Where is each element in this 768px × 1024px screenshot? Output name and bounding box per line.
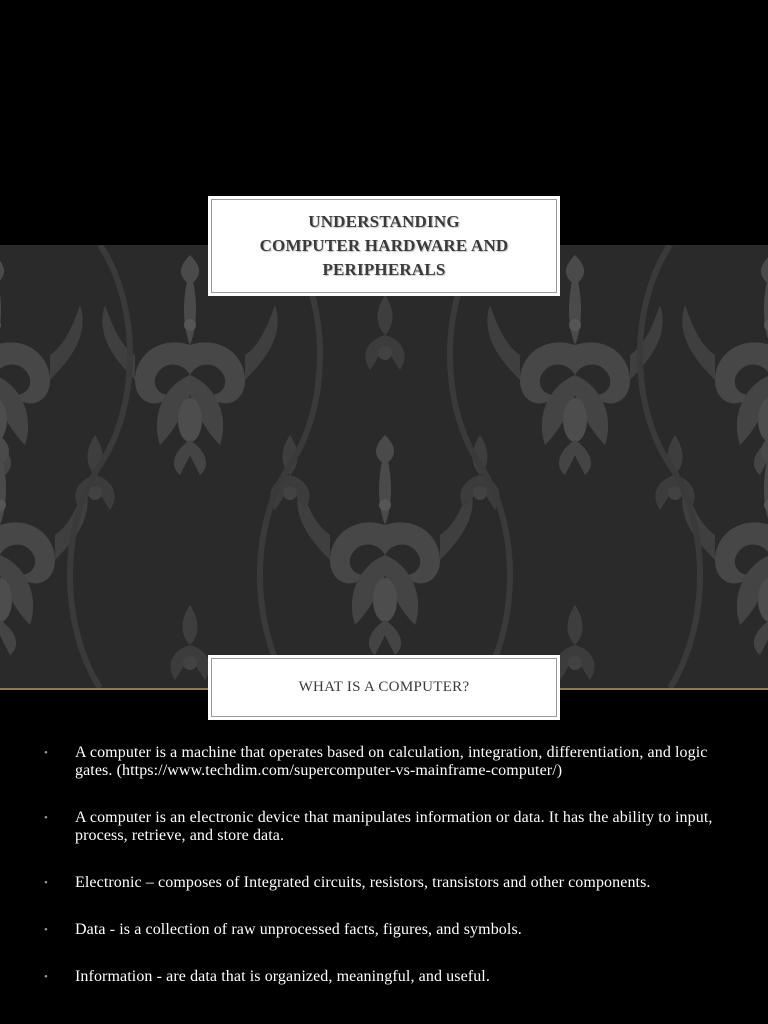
subtitle-box xyxy=(208,655,560,720)
bullet-dot: • xyxy=(44,747,48,759)
damask-pattern-band xyxy=(0,245,768,688)
slide-title-line-3: PERIPHERALS xyxy=(322,260,446,279)
bullet-list xyxy=(40,744,730,1015)
bullet-text: Electronic – composes of Integrated circuits, resistors, transistors and other components. xyxy=(75,874,651,891)
slide-title-line-2: COMPUTER HARDWARE AND xyxy=(259,236,509,255)
bullet-item-electronic-definition xyxy=(40,874,730,892)
slide-title xyxy=(232,210,537,282)
title-box xyxy=(208,196,560,296)
bullet-dot: • xyxy=(44,812,48,824)
damask-pattern xyxy=(0,245,768,688)
bullet-text: A computer is a machine that operates based on calculation, integration, differentiation, and logic gates. (https://www.techdim.com/supercomputer-vs-mainframe-computer/) xyxy=(75,744,708,779)
bullet-item-information-definition xyxy=(40,968,730,986)
bullet-dot: • xyxy=(44,924,48,936)
slide-subtitle: WHAT IS A COMPUTER? xyxy=(298,679,470,695)
bullet-text: A computer is an electronic device that manipulates information or data. It has the ability to input, process, retrieve, and store data. xyxy=(75,809,713,844)
bullet-item-computer-machine xyxy=(40,744,730,780)
bullet-dot: • xyxy=(44,971,48,983)
slide-title-line-1: UNDERSTANDING xyxy=(308,212,460,231)
bullet-dot: • xyxy=(44,877,48,889)
bullet-text: Data - is a collection of raw unprocessed facts, figures, and symbols. xyxy=(75,921,522,938)
bullet-text: Information - are data that is organized, meaningful, and useful. xyxy=(75,968,490,985)
bullet-item-electronic-device xyxy=(40,809,730,845)
bullet-item-data-definition xyxy=(40,921,730,939)
